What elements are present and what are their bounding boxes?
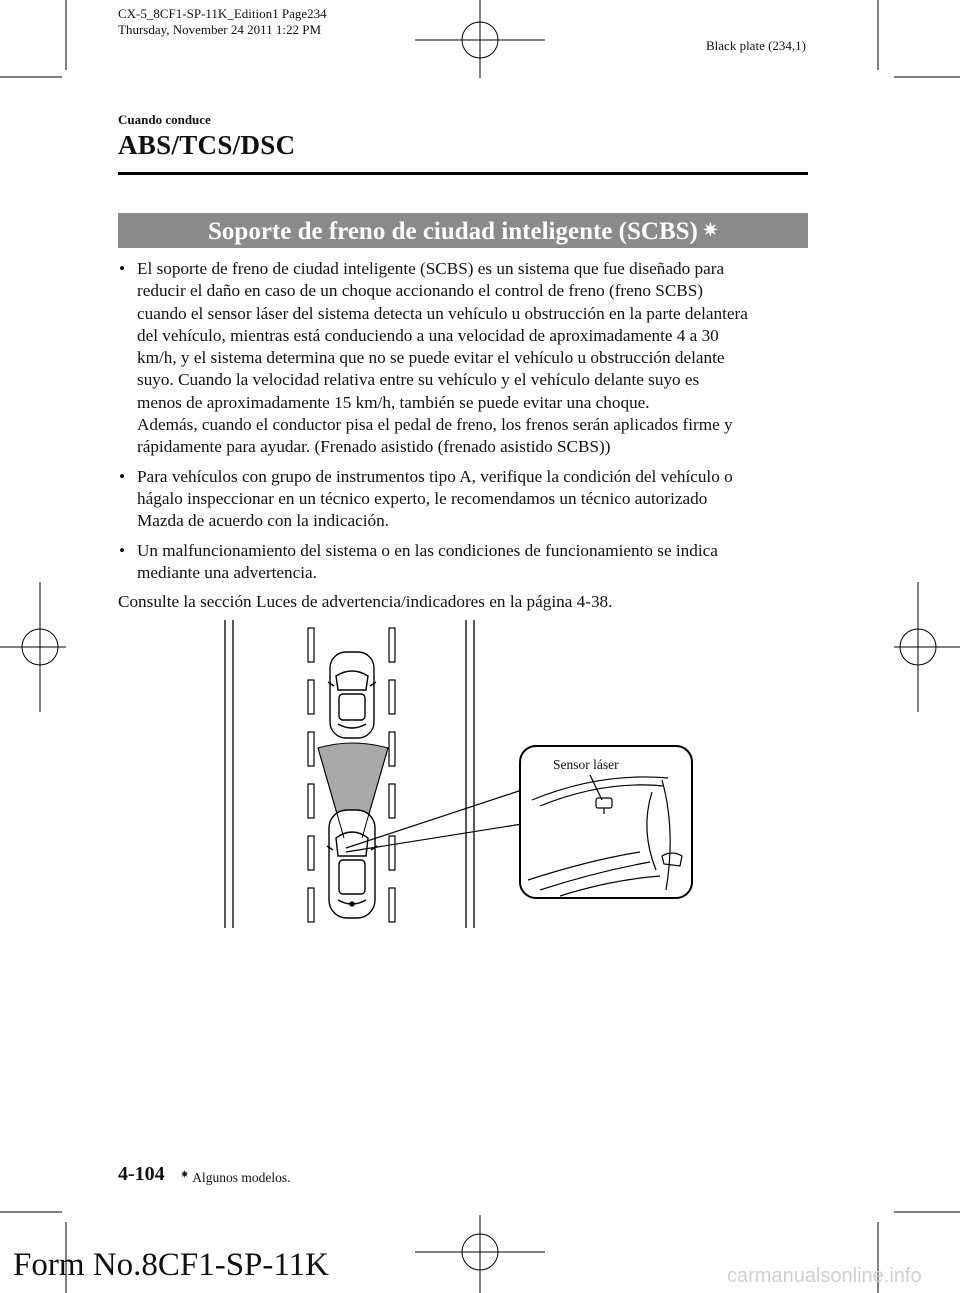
text-line: menos de aproximadamente 15 km/h, también se puede evitar una choque. [137, 392, 650, 412]
sensor-laser-label: Sensor láser [553, 757, 619, 772]
text-line: Para vehículos con grupo de instrumentos tipo A, verifique la condición del vehículo o [137, 466, 733, 486]
page-reference: Consulte la sección Luces de advertencia/indicadores en la página 4-38. [118, 592, 613, 612]
section-label: Cuando conduce [118, 112, 211, 127]
star-icon: ✷ [702, 220, 718, 240]
watermark: carmanualsonline.info [727, 1265, 922, 1287]
text-line: hágalo inspeccionar en un técnico experto, le recomendamos un técnico autorizado [137, 488, 708, 508]
banner-title: Soporte de freno de ciudad inteligente (SCBS) [208, 218, 698, 245]
plate-file-line: CX-5_8CF1-SP-11K_Edition1 Page234 [118, 6, 327, 21]
text-line: rápidamente para ayudar. (Frenado asistido (frenado asistido SCBS)) [137, 437, 611, 457]
bullet-icon: • [119, 540, 126, 560]
section-title: ABS/TCS/DSC [118, 130, 296, 160]
text-line: Además, cuando el conductor pisa el pedal de freno, los frenos serán aplicados firme y [137, 415, 733, 435]
vehicle-ahead-icon [328, 652, 376, 738]
page-number: 4-104 [118, 1163, 165, 1185]
star-icon: ✷ [180, 1169, 190, 1181]
text-line: El soporte de freno de ciudad inteligente (SCBS) es un sistema que fue diseñado para [137, 259, 725, 278]
text-line: km/h, y el sistema determina que no se puede evitar el vehículo u obstrucción delante [137, 348, 725, 368]
form-number: Form No.8CF1-SP-11K [13, 1247, 329, 1283]
own-vehicle-icon [327, 810, 377, 918]
text-line: reducir el daño en caso de un choque accionando el control de freno (freno SCBS) [137, 281, 704, 301]
text-line: cuando el sensor láser del sistema detecta un vehículo u obstrucción en la parte delantera [137, 303, 748, 323]
bullet-icon: • [119, 259, 126, 278]
text-line: Mazda de acuerdo con la indicación. [137, 511, 389, 531]
text-line: del vehículo, mientras está conduciendo a una velocidad de aproximadamente 4 a 30 [137, 325, 719, 345]
text-line: Un malfuncionamiento del sistema o en las condiciones de funcionamiento se indica [137, 540, 718, 560]
text-line: suyo. Cuando la velocidad relativa entre su vehículo y el vehículo delante suyo es [137, 370, 700, 390]
bullet-icon: • [119, 466, 126, 486]
footnote [180, 1168, 290, 1186]
plate-date-line: Thursday, November 24 2011 1:22 PM [118, 22, 322, 37]
footnote-text: Algunos modelos. [192, 1170, 291, 1185]
black-plate-label: Black plate (234,1) [706, 38, 806, 53]
text-line: mediante una advertencia. [137, 562, 317, 582]
